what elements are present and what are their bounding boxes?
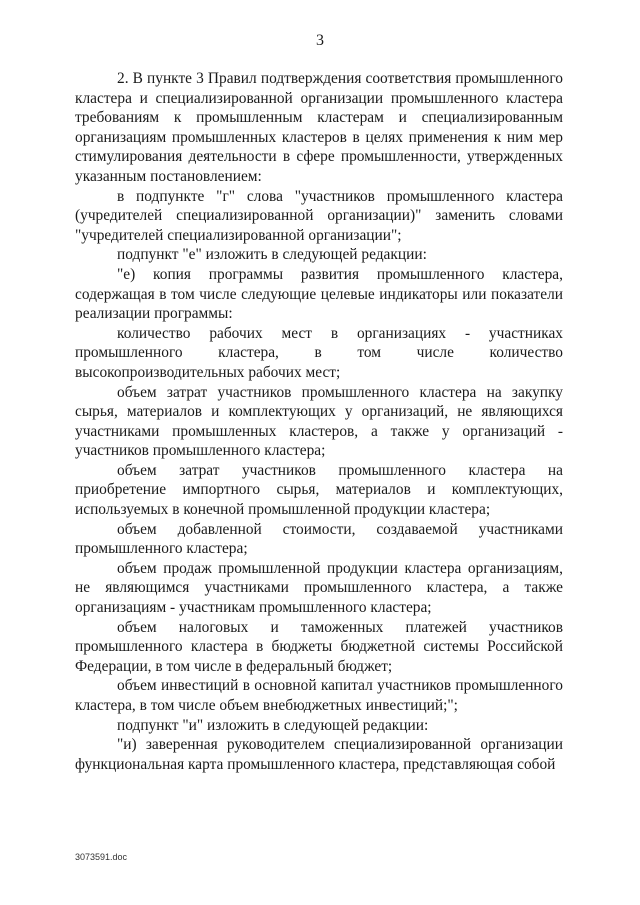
document-footer-filename: 3073591.doc (75, 852, 128, 862)
paragraph-subpoint-g: в подпункте "г" слова "участников промышленного кластера (учредителей специализированной организации)" заменить словами "учредителей специализированной организации"; (75, 187, 563, 244)
paragraph-subpoint-e-heading: подпункт "е" изложить в следующей редакции: (117, 246, 427, 264)
paragraph-indicator-imports: объем затрат участников промышленного кластера на приобретение импортного сырья, материалов и комплектующих, используемых в конечной промышленной продукции кластера; (75, 461, 563, 519)
paragraph-indicator-sales: объем продаж промышленной продукции кластера организациям, не являющимся участниками промышленного кластера, а также организациям - участникам промышленного кластера; (75, 559, 563, 617)
paragraph-subpoint-i-heading: подпункт "и" изложить в следующей редакции: (117, 716, 429, 734)
page-number: 3 (316, 32, 324, 49)
paragraph-indicator-investments: объем инвестиций в основной капитал участников промышленного кластера, в том числе объем внебюджетных инвестиций;"; (75, 677, 563, 714)
paragraph-subpoint-i-text: "и) заверенная руководителем специализированной организации функциональная карта промышленного кластера, представляющая собой (75, 736, 563, 773)
paragraph-amendment-intro: 2. В пункте 3 Правил подтверждения соответствия промышленного кластера и специализированной организации промышленного кластера требованиям к промышленным кластерам и специализированным организациям промышленных кластеров в целях применения к ним мер стимулирования деятельности в сфере промышленности, утвержденных указанным постановлением: (75, 70, 563, 185)
paragraph-indicator-purchases: объем затрат участников промышленного кластера на закупку сырья, материалов и комплектующих у организаций, не являющихся участниками промышленных кластеров, а также у организаций - участников промышленного кластера; (75, 383, 563, 460)
paragraph-subpoint-e-text: "е) копия программы развития промышленного кластера, содержащая в том числе следующие целевые индикаторы или показатели реализации программы: (75, 265, 563, 323)
paragraph-indicator-jobs: количество рабочих мест в организациях - участниках промышленного кластера, в том числе количество высокопроизводительных рабочих мест; (75, 324, 563, 381)
paragraph-indicator-value-added: объем добавленной стоимости, создаваемой участниками промышленного кластера; (75, 520, 563, 558)
paragraph-indicator-taxes: объем налоговых и таможенных платежей участников промышленного кластера в бюджеты бюджетной системы Российской Федерации, в том числе в федеральный бюджет; (75, 618, 563, 675)
document-body (75, 69, 563, 774)
